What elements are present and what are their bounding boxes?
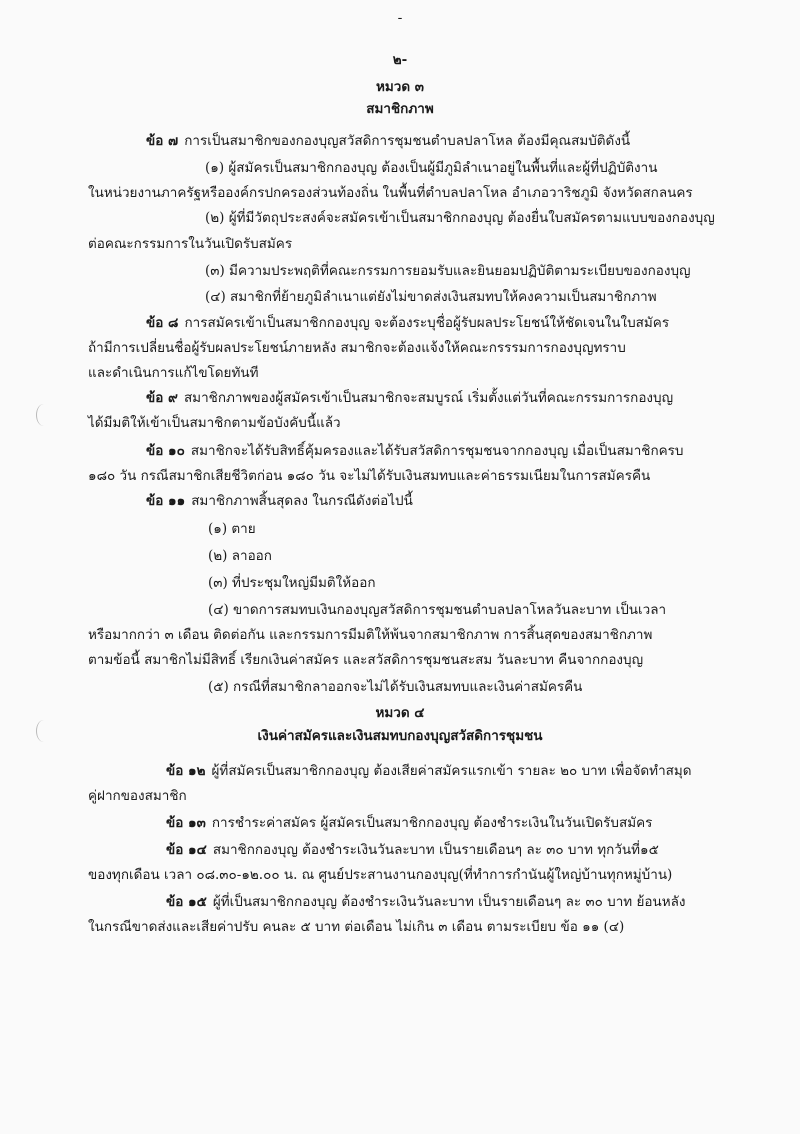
body-line: ๑๘๐ วัน กรณีสมาชิกเสียชีวิตก่อน ๑๘๐ วัน จะไม่ได้รับเงินสมทบและค่าธรรมเนียมในการสมัครคืน: [88, 468, 651, 484]
section-heading: หมวด ๔: [375, 705, 425, 721]
body-line: (๑) ผู้สมัครเป็นสมาชิกกองบุญ ต้องเป็นผู้มีภูมิลำเนาอยู่ในพื้นที่และผู้ที่ปฏิบัติงาน: [205, 160, 658, 176]
clause-text: สมาชิกภาพของผู้สมัครเข้าเป็นสมาชิกจะสมบูรณ์ เริ่มตั้งแต่วันที่คณะกรรมการกองบุญ: [183, 390, 674, 406]
body-line: (๑) ตาย: [208, 521, 256, 537]
section-title: สมาชิกภาพ: [366, 101, 434, 117]
clause-number: ข้อ ๑๓: [166, 815, 206, 831]
clause-line: [146, 388, 673, 408]
clause-line: [146, 441, 683, 461]
body-line: ตามข้อนี้ สมาชิกไม่มีสิทธิ์ เรียกเงินค่าสมัคร และสวัสดิการชุมชนสะสม วันละบาท คืนจากกองบุญ: [88, 652, 644, 668]
clause-text: สมาชิกภาพสิ้นสุดลง ในกรณีดังต่อไปนี้: [191, 493, 413, 509]
body-line: ในกรณีขาดส่งและเสียค่าปรับ คนละ ๕ บาท ต่อเดือน ไม่เกิน ๓ เดือน ตามระเบียบ ข้อ ๑๑ (๔): [88, 919, 625, 935]
clause-number: ข้อ ๗: [146, 133, 179, 149]
body-line: หรือมากกว่า ๓ เดือน ติดต่อกัน และกรรมการมีมติให้พ้นจากสมาชิกภาพ การสิ้นสุดของสมาชิกภาพ: [88, 627, 653, 643]
page-number: ๒-: [392, 52, 408, 68]
clause-line: [166, 892, 686, 912]
body-line: (๓) ที่ประชุมใหญ่มีมติให้ออก: [208, 575, 376, 591]
clause-text: ผู้ที่สมัครเป็นสมาชิกกองบุญ ต้องเสียค่าสมัครแรกเข้า รายละ ๒๐ บาท เพื่อจัดทำสมุด: [211, 763, 692, 779]
clause-line: [166, 840, 659, 860]
clause-line: [146, 491, 413, 511]
body-line: (๔) ขาดการสมทบเงินกองบุญสวัสดิการชุมชนตำบลปลาโหลวันละบาท เป็นเวลา: [208, 602, 667, 618]
scan-hole-mark: [36, 404, 51, 426]
body-line: ได้มีมติให้เข้าเป็นสมาชิกตามข้อบังคับนี้แล้ว: [88, 415, 341, 431]
clause-text: ผู้ที่เป็นสมาชิกกองบุญ ต้องชำระเงินวันละบาท เป็นรายเดือนๆ ละ ๓๐ บาท ย้อนหลัง: [212, 894, 686, 910]
clause-text: สมาชิกกองบุญ ต้องชำระเงินวันละบาท เป็นรายเดือนๆ ละ ๓๐ บาท ทุกวันที่๑๕: [212, 842, 659, 858]
body-line: ถ้ามีการเปลี่ยนชื่อผู้รับผลประโยชน์ภายหลัง สมาชิกจะต้องแจ้งให้คณะกรรรมการกองบุญทราบ: [88, 340, 626, 356]
section-title: เงินค่าสมัครและเงินสมทบกองบุญสวัสดิการชุมชน: [257, 728, 543, 744]
clause-text: สมาชิกจะได้รับสิทธิ์คุ้มครองและได้รับสวัสดิการชุมชนจากกองบุญ เมื่อเป็นสมาชิกครบ: [190, 443, 684, 459]
body-line: ของทุกเดือน เวลา ๐๘.๓๐-๑๒.๐๐ น. ณ ศูนย์ประสานงานกองบุญ(ที่ทำการกำนันผู้ใหญ่บ้านทุกหมู่บ้าน): [88, 867, 673, 883]
body-line: (๔) สมาชิกที่ย้ายภูมิลำเนาแต่ยังไม่ขาดส่งเงินสมทบให้คงความเป็นสมาชิกภาพ: [205, 289, 657, 305]
clause-number: ข้อ ๑๒: [166, 763, 206, 779]
clause-number: ข้อ ๑๑: [146, 493, 186, 509]
body-line: (๓) มีความประพฤติที่คณะกรรมการยอมรับและยินยอมปฏิบัติตามระเบียบของกองบุญ: [205, 263, 691, 279]
section-heading: หมวด ๓: [375, 79, 425, 95]
body-line: ในหน่วยงานภาครัฐหรือองค์กรปกครองส่วนท้องถิ่น ในพื้นที่ตำบลปลาโหล อำเภอวาริชภูมิ จังหวัดสกลนคร: [88, 185, 693, 201]
clause-line: [166, 813, 652, 833]
body-line: (๒) ผู้ที่มีวัตถุประสงค์จะสมัครเข้าเป็นสมาชิกกองบุญ ต้องยื่นใบสมัครตามแบบของกองบุญ: [205, 210, 715, 226]
clause-line: [166, 761, 692, 781]
clause-number: ข้อ ๘: [146, 315, 179, 331]
clause-number: ข้อ ๑๔: [166, 842, 207, 858]
clause-text: การชำระค่าสมัคร ผู้สมัครเป็นสมาชิกกองบุญ ต้องชำระเงินในวันเปิดรับสมัคร: [211, 815, 653, 831]
clause-line: [146, 313, 669, 333]
scan-hole-mark: [36, 720, 51, 742]
clause-text: การสมัครเข้าเป็นสมาชิกกองบุญ จะต้องระบุชื่อผู้รับผลประโยชน์ให้ชัดเจนในใบสมัคร: [184, 315, 670, 331]
clause-number: ข้อ ๑๐: [146, 443, 185, 459]
body-line: และดำเนินการแก้ไขโดยทันที: [88, 365, 259, 381]
body-line: (๒) ลาออก: [208, 548, 272, 564]
body-line: (๕) กรณีที่สมาชิกลาออกจะไม่ได้รับเงินสมทบและเงินค่าสมัครคืน: [208, 679, 583, 695]
clause-line: [146, 131, 630, 151]
clause-text: การเป็นสมาชิกของกองบุญสวัสดิการชุมชนตำบลปลาโหล ต้องมีคุณสมบัติดังนี้: [184, 133, 631, 149]
page-mark: -: [397, 10, 403, 26]
body-line: คู่ฝากของสมาชิก: [88, 788, 187, 804]
clause-number: ข้อ ๑๕: [166, 894, 207, 910]
body-line: ต่อคณะกรรมการในวันเปิดรับสมัคร: [88, 236, 293, 252]
clause-number: ข้อ ๙: [146, 390, 178, 406]
